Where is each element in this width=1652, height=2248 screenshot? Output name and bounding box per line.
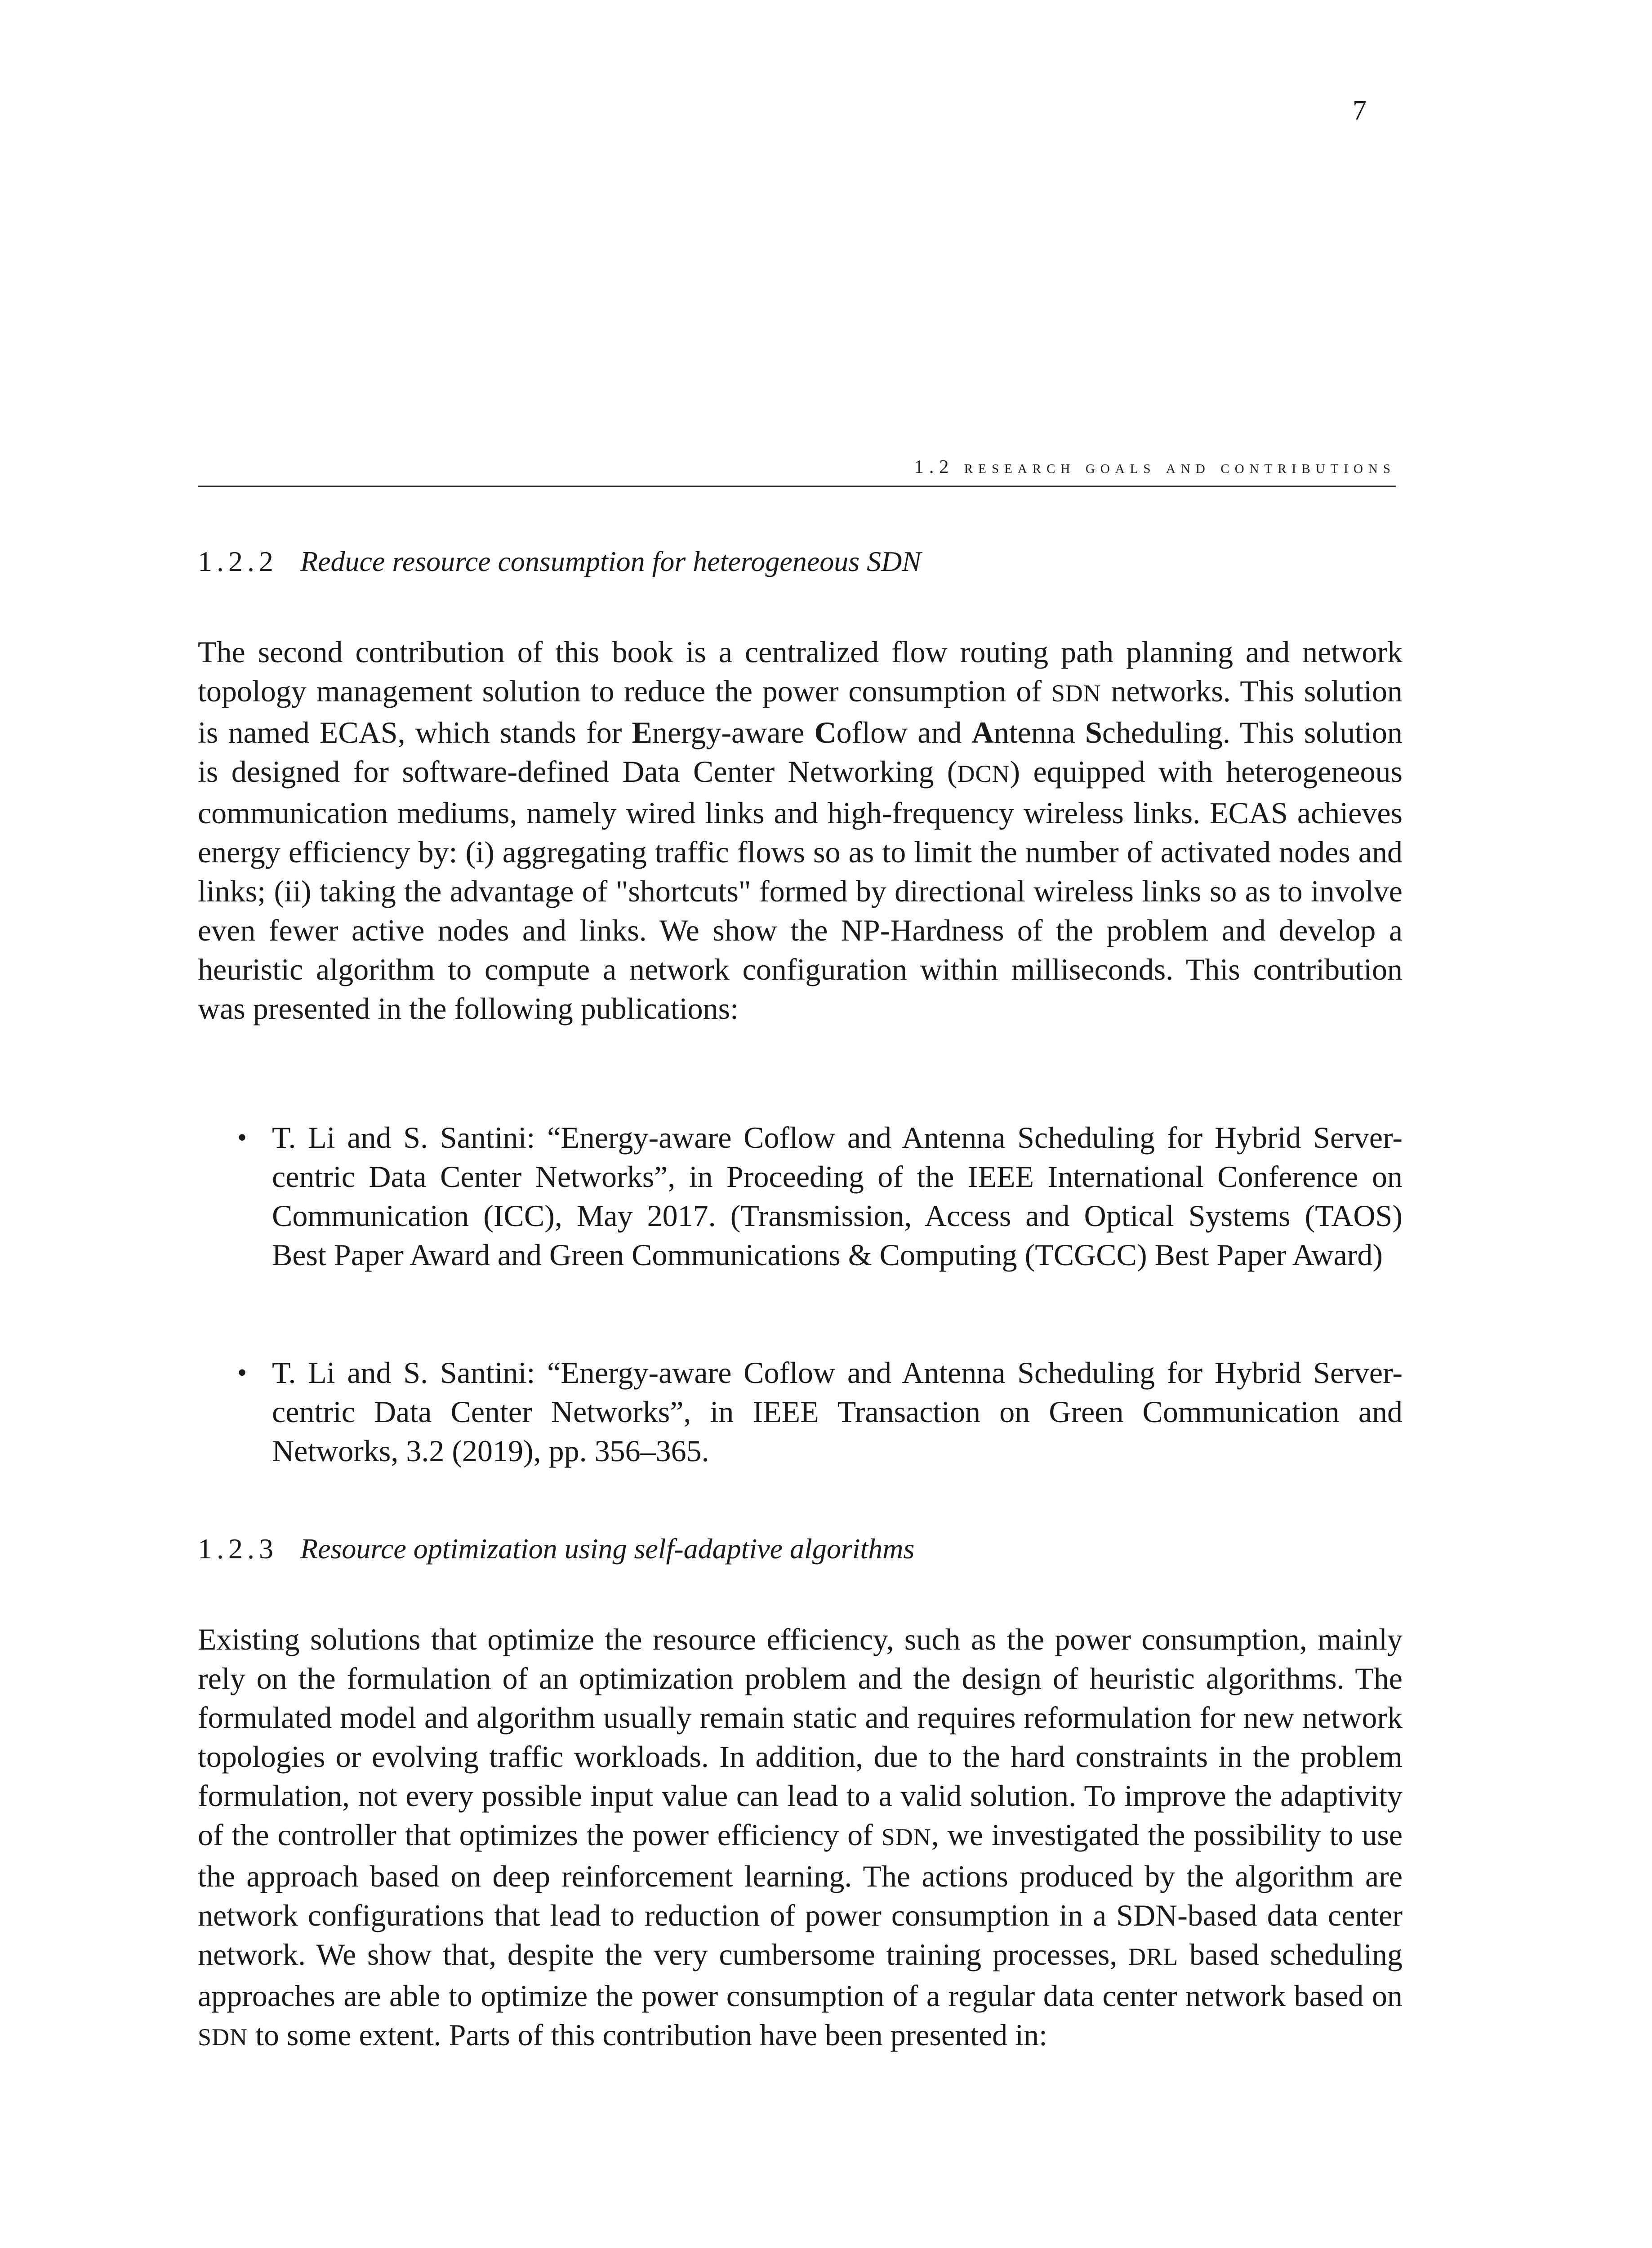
- page-content: [198, 542, 1403, 2057]
- section-title: Reduce resource consumption for heterogeneous SDN: [300, 545, 922, 577]
- bold-letter: S: [1085, 715, 1102, 749]
- text-run: ) equipped with heterogeneous communication mediums, namely wired links and high-frequency wireless links. ECAS achieves energy efficiency by: (i) aggregating traffic flows so as to limit the number of activated nodes and links; (ii) taking the advantage of "shortcuts" formed by directional wireless links so as to involve even fewer active nodes and links. We show the NP-Hardness of the problem and develop a heuristic algorithm to compute a network configuration within milliseconds. This contribution was presented in the following publications:: [198, 754, 1403, 1026]
- bold-letter: A: [971, 715, 994, 749]
- text-run: ntenna: [993, 715, 1086, 749]
- running-header: 1.2 research goals and contributions: [914, 457, 1396, 477]
- acronym-dcn: DCN: [957, 760, 1010, 787]
- section-number: 1.2.2: [198, 545, 278, 577]
- publication-list: [198, 1118, 1403, 1471]
- header-rule: [198, 486, 1396, 487]
- text-run: based scheduling approaches are able to optimize the power consumption of a regular data center network based on: [198, 1937, 1403, 2013]
- publication-item: [198, 1118, 1403, 1275]
- text-run: nergy-aware: [652, 715, 815, 749]
- acronym-sdn: SDN: [1051, 680, 1101, 707]
- paragraph-drl: [198, 1620, 1403, 2057]
- text-run: cheduling. This solution is designed for software-defined Data Center Networking (: [198, 715, 1403, 789]
- bullet-icon: •: [237, 1123, 247, 1152]
- text-run: to some extent. Parts of this contribution have been presented in:: [248, 2018, 1047, 2052]
- text-run: Existing solutions that optimize the resource efficiency, such as the power consumption, mainly rely on the formulation of an optimization problem and the design of heuristic algorithms. The formulated model and algorithm usually remain static and requires reformulation for new network topologies or evolving traffic workloads. In addition, due to the hard constraints in the problem formulation, not every possible input value can lead to a valid solution. To improve the adaptivity of the controller that optimizes the power efficiency of: [198, 1622, 1403, 1852]
- text-run: The second contribution of this book is a centralized flow routing path planning and network topology management solution to reduce the power consumption of: [198, 635, 1403, 708]
- paragraph-ecas: [198, 633, 1403, 1028]
- acronym-drl: DRL: [1128, 1943, 1179, 1970]
- acronym-sdn: SDN: [198, 2024, 248, 2051]
- bold-letter: C: [814, 715, 837, 749]
- section-heading-1-2-3: [198, 1529, 1403, 1568]
- section-heading-1-2-2: [198, 542, 1403, 581]
- text-run: oflow and: [836, 715, 972, 749]
- section-title: Resource optimization using self-adaptive algorithms: [300, 1533, 915, 1565]
- publication-item: [198, 1353, 1403, 1471]
- publication-text: T. Li and S. Santini: “Energy-aware Coflow and Antenna Scheduling for Hybrid Server-centric Data Center Networks”, in Proceeding of the IEEE International Conference on Communication (ICC), May 2017. (Transmission, Access and Optical Systems (TAOS) Best Paper Award and Green Communications & Computing (TCGCC) Best Paper Award): [272, 1120, 1403, 1272]
- page-number: 7: [1353, 95, 1367, 126]
- text-run: networks. This solution is named ECAS, which stands for: [198, 674, 1403, 749]
- text-run: , we investigated the possibility to use the approach based on deep reinforcement learning. The actions produced by the algorithm are network configurations that lead to reduction of power consumption in a SDN-based data center network. We show that, despite the very cumbersome training processes,: [198, 1818, 1403, 1971]
- bold-letter: E: [632, 715, 652, 749]
- bullet-icon: •: [237, 1358, 247, 1387]
- acronym-sdn: SDN: [881, 1824, 931, 1851]
- section-number: 1.2.3: [198, 1533, 278, 1565]
- publication-text: T. Li and S. Santini: “Energy-aware Coflow and Antenna Scheduling for Hybrid Server-centric Data Center Networks”, in IEEE Transaction on Green Communication and Networks, 3.2 (2019), pp. 356–365.: [272, 1356, 1403, 1468]
